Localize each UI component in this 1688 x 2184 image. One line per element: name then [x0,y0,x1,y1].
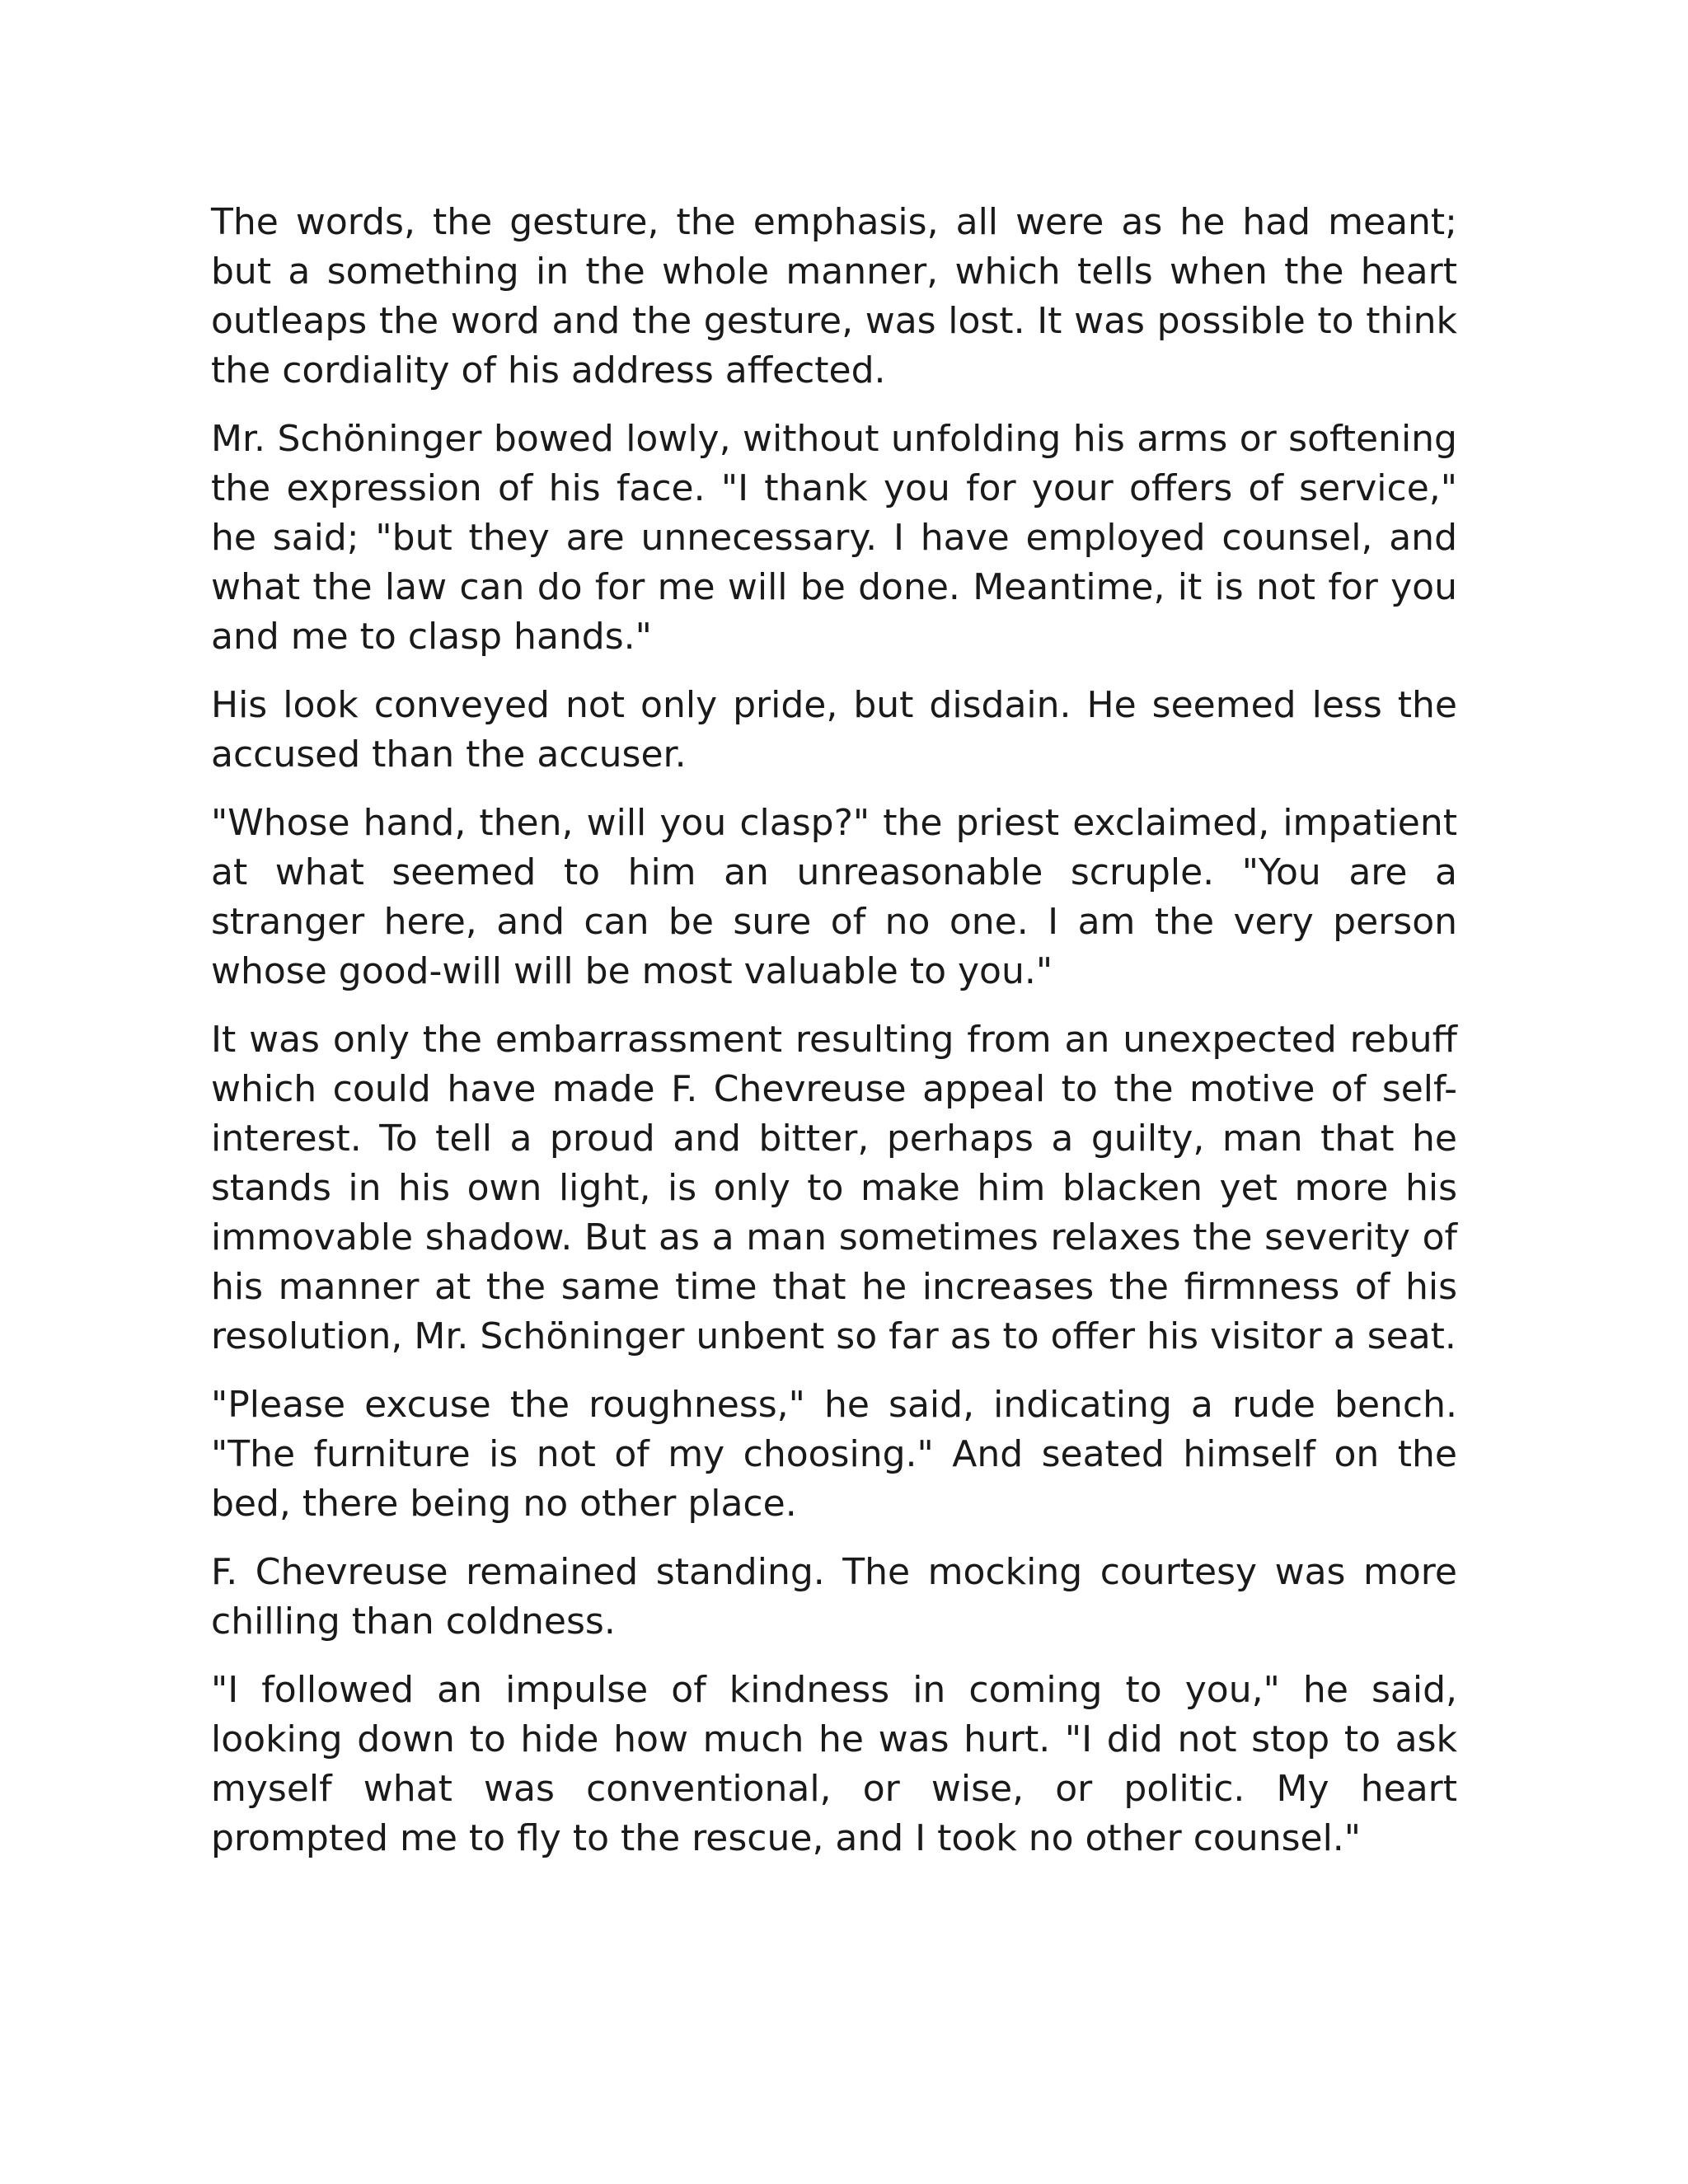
paragraph-2: Mr. Schöninger bowed lowly, without unfolding his arms or softening the expression of his face. "I thank you for your offers of service," he said; "but they are unnecessary. I have employed counsel, and what the law can do for me will be done. Meantime, it is not for you and me to clasp hands." [211,418,1457,658]
paragraph-1: The words, the gesture, the emphasis, all were as he had meant; but a something in the whole manner, which tells when the heart outleaps the word and the gesture, was lost. It was possible to think the cordiality of his address affected. [211,201,1457,391]
paragraph-6: "Please excuse the roughness," he said, indicating a rude bench. "The furniture is not of my choosing." And seated himself on the bed, there being no other place. [211,1384,1457,1525]
body-text [211,198,1457,1882]
paragraph-5: It was only the embarrassment resulting from an unexpected rebuff which could have made F. Chevreuse appeal to the motive of self-interest. To tell a proud and bitter, perhaps a guilty, man that he stands in his own light, is only to make him blacken yet more his immovable shadow. But as a man sometimes relaxes the severity of his manner at the same time that he increases the firmness of his resolution, Mr. Schöninger unbent so far as to offer his visitor a seat. [211,1019,1457,1357]
paragraph-7: F. Chevreuse remained standing. The mocking courtesy was more chilling than coldness. [211,1551,1457,1643]
paragraph-8: "I followed an impulse of kindness in coming to you," he said, looking down to hide how much he was hurt. "I did not stop to ask myself what was conventional, or wise, or politic. My heart prompted me to fly to the rescue, and I took no other counsel." [211,1669,1457,1859]
paragraph-3: His look conveyed not only pride, but disdain. He seemed less the accused than the accuser. [211,684,1457,776]
paragraph-4: "Whose hand, then, will you clasp?" the priest exclaimed, impatient at what seemed to him an unreasonable scruple. "You are a stranger here, and can be sure of no one. I am the very person whose good-will will be most valuable to you." [211,802,1457,992]
